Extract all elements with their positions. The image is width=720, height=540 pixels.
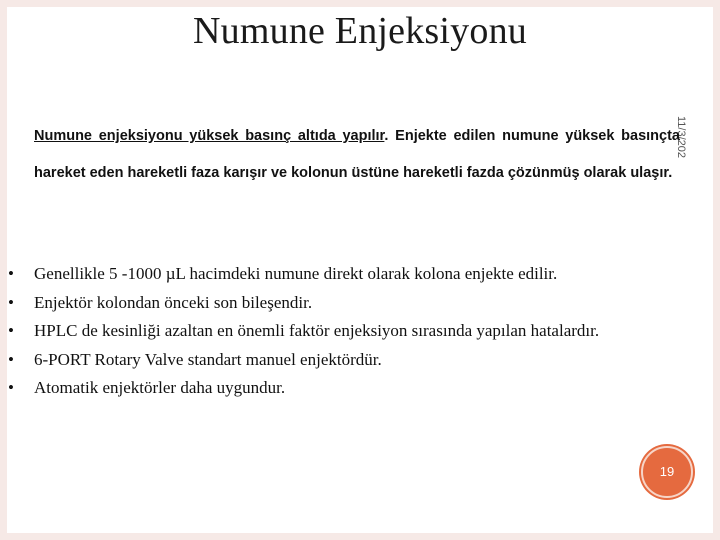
bullet-text: HPLC de kesinliği azaltan en önemli faktör enjeksiyon sırasında yapılan hatalardır. [34, 321, 600, 340]
page-number-badge: 19 [641, 446, 693, 498]
slide-date: 11/3/202 [675, 116, 687, 159]
bullet-text: Genellikle 5 -1000 µL hacimdeki numune direkt olarak kolona enjekte edilir. [34, 264, 558, 283]
slide-title: Numune Enjeksiyonu [193, 10, 527, 52]
bullet-marker: • [8, 264, 14, 283]
bullet-text: Atomatik enjektörler daha uygundur. [34, 378, 286, 397]
bullet-list [8, 260, 708, 403]
intro-underlined-text: Numune enjeksiyonu yüksek basınç altıda yapılır [34, 128, 385, 144]
bullet-item [8, 317, 708, 346]
bullet-marker: • [8, 292, 14, 312]
bullet-item [8, 260, 708, 289]
bullet-marker: • [8, 321, 14, 340]
bullet-item [8, 374, 708, 403]
bullet-marker: • [8, 378, 14, 397]
bullet-text: 6-PORT Rotary Valve standart manuel enjektördür. [34, 349, 382, 369]
bullet-item [8, 289, 708, 318]
bullet-item [8, 346, 708, 375]
bullet-text: Enjektör kolondan önceki son bileşendir. [34, 292, 313, 312]
intro-rest-text: . Enjekte edilen numune yüksek basınçta hareket eden hareketli faza karışır ve kolonun üstüne hareketli fazda çözünmüş olarak ulaşır. [34, 128, 680, 181]
intro-paragraph [34, 118, 680, 192]
bullet-marker: • [8, 349, 14, 369]
